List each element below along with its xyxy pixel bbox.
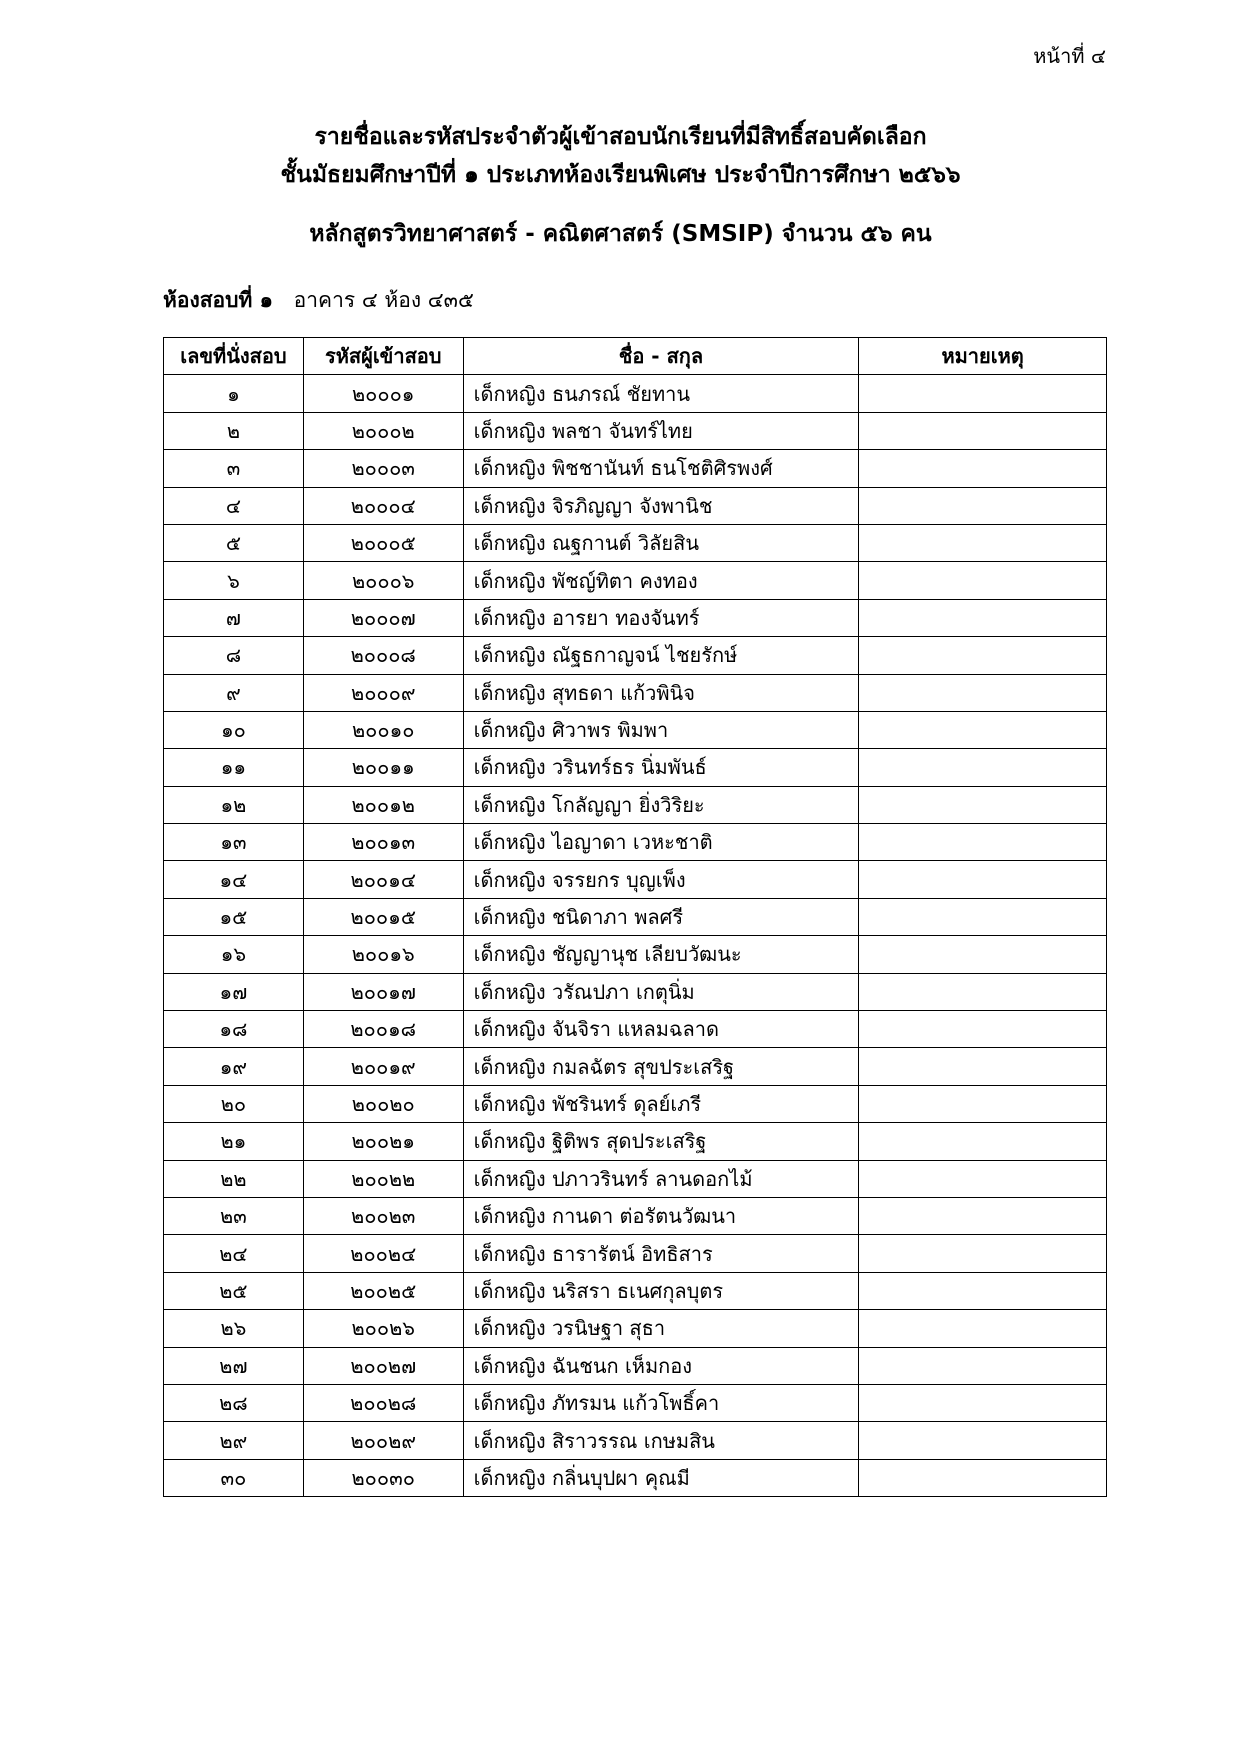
seat-number-cell: ๑๑ <box>164 749 304 786</box>
title-line-2: ชั้นมัธยมศึกษาปีที่ ๑ ประเภทห้องเรียนพิเศษ ประจำปีการศึกษา ๒๕๖๖ <box>280 162 961 188</box>
seat-number-cell: ๗ <box>164 599 304 636</box>
full-name-cell: เด็กหญิง วรนิษฐา สุธา <box>463 1310 859 1347</box>
candidate-code-cell: ๒๐๐๒๓ <box>303 1197 463 1234</box>
seat-number-cell: ๒๐ <box>164 1085 304 1122</box>
table-row <box>164 786 1107 823</box>
full-name-cell: เด็กหญิง ณัฐธกาญจน์ ไชยรักษ์ <box>463 637 859 674</box>
seat-number-cell: ๘ <box>164 637 304 674</box>
full-name-cell: เด็กหญิง ภัทรมน แก้วโพธิ์คา <box>463 1384 859 1421</box>
candidate-code-cell: ๒๐๐๐๗ <box>303 599 463 636</box>
full-name-cell: เด็กหญิง กลิ่นบุปผา คุณมี <box>463 1459 859 1496</box>
title-line-1: รายชื่อและรหัสประจำตัวผู้เข้าสอบนักเรียนที่มีสิทธิ์สอบคัดเลือก <box>314 124 927 150</box>
table-row <box>164 375 1107 412</box>
candidate-code-cell: ๒๐๐๑๒ <box>303 786 463 823</box>
course-heading: หลักสูตรวิทยาศาสตร์ - คณิตศาสตร์ (SMSIP) จำนวน ๕๖ คน <box>309 221 932 247</box>
remarks-cell <box>859 412 1107 449</box>
remarks-cell <box>859 524 1107 561</box>
remarks-cell <box>859 1160 1107 1197</box>
full-name-cell: เด็กหญิง พัชรินทร์ ดุลย์เภรี <box>463 1085 859 1122</box>
table-row <box>164 1347 1107 1384</box>
remarks-cell <box>859 1011 1107 1048</box>
student-roster-table <box>163 337 1107 1497</box>
full-name-cell: เด็กหญิง พลชา จันทร์ไทย <box>463 412 859 449</box>
seat-number-cell: ๑๓ <box>164 824 304 861</box>
remarks-cell <box>859 562 1107 599</box>
header-seat-number: เลขที่นั่งสอบ <box>164 338 304 375</box>
full-name-cell: เด็กหญิง จรรยกร บุญเพ็ง <box>463 861 859 898</box>
remarks-cell <box>859 1197 1107 1234</box>
seat-number-cell: ๑๖ <box>164 936 304 973</box>
seat-number-cell: ๑๒ <box>164 786 304 823</box>
remarks-cell <box>859 824 1107 861</box>
table-row <box>164 861 1107 898</box>
candidate-code-cell: ๒๐๐๑๑ <box>303 749 463 786</box>
full-name-cell: เด็กหญิง พิชชานันท์ ธนโชติศิรพงศ์ <box>463 450 859 487</box>
full-name-cell: เด็กหญิง ฉันชนก เห็มกอง <box>463 1347 859 1384</box>
full-name-cell: เด็กหญิง จิรภิญญา จังพานิช <box>463 487 859 524</box>
full-name-cell: เด็กหญิง กานดา ต่อรัตนวัฒนา <box>463 1197 859 1234</box>
table-row <box>164 562 1107 599</box>
candidate-code-cell: ๒๐๐๑๓ <box>303 824 463 861</box>
table-row <box>164 711 1107 748</box>
seat-number-cell: ๒๑ <box>164 1123 304 1160</box>
remarks-cell <box>859 1048 1107 1085</box>
seat-number-cell: ๒๓ <box>164 1197 304 1234</box>
remarks-cell <box>859 674 1107 711</box>
seat-number-cell: ๒ <box>164 412 304 449</box>
table-row <box>164 936 1107 973</box>
table-row <box>164 1310 1107 1347</box>
full-name-cell: เด็กหญิง ไอญาดา เวหะชาติ <box>463 824 859 861</box>
full-name-cell: เด็กหญิง ชัญญานุช เลียบวัฒนะ <box>463 936 859 973</box>
header-remarks: หมายเหตุ <box>859 338 1107 375</box>
full-name-cell: เด็กหญิง ชนิดาภา พลศรี <box>463 898 859 935</box>
remarks-cell <box>859 487 1107 524</box>
seat-number-cell: ๒๙ <box>164 1422 304 1459</box>
table-row <box>164 1384 1107 1421</box>
seat-number-cell: ๒๔ <box>164 1235 304 1272</box>
candidate-code-cell: ๒๐๐๐๙ <box>303 674 463 711</box>
remarks-cell <box>859 450 1107 487</box>
seat-number-cell: ๔ <box>164 487 304 524</box>
candidate-code-cell: ๒๐๐๑๗ <box>303 973 463 1010</box>
table-row <box>164 1123 1107 1160</box>
table-row <box>164 412 1107 449</box>
full-name-cell: เด็กหญิง วรินทร์ธร นิ่มพันธ์ <box>463 749 859 786</box>
seat-number-cell: ๖ <box>164 562 304 599</box>
seat-number-cell: ๒๕ <box>164 1272 304 1309</box>
table-row <box>164 973 1107 1010</box>
full-name-cell: เด็กหญิง โกลัญญา ยิ่งวิริยะ <box>463 786 859 823</box>
full-name-cell: เด็กหญิง อารยา ทองจันทร์ <box>463 599 859 636</box>
remarks-cell <box>859 1272 1107 1309</box>
remarks-cell <box>859 1085 1107 1122</box>
full-name-cell: เด็กหญิง พัชญ์ทิตา คงทอง <box>463 562 859 599</box>
candidate-code-cell: ๒๐๐๐๑ <box>303 375 463 412</box>
table-row <box>164 1459 1107 1496</box>
remarks-cell <box>859 1123 1107 1160</box>
candidate-code-cell: ๒๐๐๒๑ <box>303 1123 463 1160</box>
full-name-cell: เด็กหญิง วรัณปภา เกตุนิ่ม <box>463 973 859 1010</box>
full-name-cell: เด็กหญิง ศิวาพร พิมพา <box>463 711 859 748</box>
table-row <box>164 898 1107 935</box>
candidate-code-cell: ๒๐๐๐๓ <box>303 450 463 487</box>
page-number: หน้าที่ ๔ <box>1033 44 1106 68</box>
exam-room-location: อาคาร ๔ ห้อง ๔๓๕ <box>293 288 474 312</box>
table-row <box>164 674 1107 711</box>
candidate-code-cell: ๒๐๐๐๒ <box>303 412 463 449</box>
exam-room-line <box>163 284 474 317</box>
seat-number-cell: ๑ <box>164 375 304 412</box>
seat-number-cell: ๑๕ <box>164 898 304 935</box>
table-row <box>164 749 1107 786</box>
full-name-cell: เด็กหญิง ฐิติพร สุดประเสริฐ <box>463 1123 859 1160</box>
remarks-cell <box>859 936 1107 973</box>
table-row <box>164 487 1107 524</box>
seat-number-cell: ๑๙ <box>164 1048 304 1085</box>
remarks-cell <box>859 1422 1107 1459</box>
table-row <box>164 1422 1107 1459</box>
header-full-name: ชื่อ - สกุล <box>463 338 859 375</box>
seat-number-cell: ๑๔ <box>164 861 304 898</box>
candidate-code-cell: ๒๐๐๒๖ <box>303 1310 463 1347</box>
table-row <box>164 1011 1107 1048</box>
header-candidate-code: รหัสผู้เข้าสอบ <box>303 338 463 375</box>
remarks-cell <box>859 1310 1107 1347</box>
full-name-cell: เด็กหญิง ธนภรณ์ ชัยทาน <box>463 375 859 412</box>
seat-number-cell: ๑๗ <box>164 973 304 1010</box>
candidate-code-cell: ๒๐๐๒๔ <box>303 1235 463 1272</box>
exam-room-label: ห้องสอบที่ ๑ <box>163 288 273 312</box>
remarks-cell <box>859 898 1107 935</box>
candidate-code-cell: ๒๐๐๑๖ <box>303 936 463 973</box>
candidate-code-cell: ๒๐๐๒๐ <box>303 1085 463 1122</box>
seat-number-cell: ๓๐ <box>164 1459 304 1496</box>
table-header-row <box>164 338 1107 375</box>
seat-number-cell: ๓ <box>164 450 304 487</box>
candidate-code-cell: ๒๐๐๒๕ <box>303 1272 463 1309</box>
full-name-cell: เด็กหญิง สิราวรรณ เกษมสิน <box>463 1422 859 1459</box>
candidate-code-cell: ๒๐๐๒๘ <box>303 1384 463 1421</box>
remarks-cell <box>859 1459 1107 1496</box>
candidate-code-cell: ๒๐๐๑๕ <box>303 898 463 935</box>
candidate-code-cell: ๒๐๐๒๒ <box>303 1160 463 1197</box>
candidate-code-cell: ๒๐๐๓๐ <box>303 1459 463 1496</box>
candidate-code-cell: ๒๐๐๒๗ <box>303 1347 463 1384</box>
seat-number-cell: ๕ <box>164 524 304 561</box>
remarks-cell <box>859 973 1107 1010</box>
table-row <box>164 637 1107 674</box>
table-row <box>164 450 1107 487</box>
candidate-code-cell: ๒๐๐๑๘ <box>303 1011 463 1048</box>
table-row <box>164 1085 1107 1122</box>
table-row <box>164 524 1107 561</box>
table-row <box>164 1197 1107 1234</box>
full-name-cell: เด็กหญิง จันจิรา แหลมฉลาด <box>463 1011 859 1048</box>
table-row <box>164 1160 1107 1197</box>
document-title <box>0 118 1241 194</box>
roster-body <box>164 375 1107 1497</box>
remarks-cell <box>859 637 1107 674</box>
full-name-cell: เด็กหญิง สุทธดา แก้วพินิจ <box>463 674 859 711</box>
candidate-code-cell: ๒๐๐๑๔ <box>303 861 463 898</box>
seat-number-cell: ๒๗ <box>164 1347 304 1384</box>
table-row <box>164 1272 1107 1309</box>
table-row <box>164 599 1107 636</box>
full-name-cell: เด็กหญิง ณฐกานต์ วิลัยสิน <box>463 524 859 561</box>
candidate-code-cell: ๒๐๐๒๙ <box>303 1422 463 1459</box>
seat-number-cell: ๒๖ <box>164 1310 304 1347</box>
candidate-code-cell: ๒๐๐๑๙ <box>303 1048 463 1085</box>
table-row <box>164 1048 1107 1085</box>
remarks-cell <box>859 861 1107 898</box>
remarks-cell <box>859 599 1107 636</box>
full-name-cell: เด็กหญิง ธารารัตน์ อิทธิสาร <box>463 1235 859 1272</box>
seat-number-cell: ๒๒ <box>164 1160 304 1197</box>
full-name-cell: เด็กหญิง นริสรา ธเนศกุลบุตร <box>463 1272 859 1309</box>
full-name-cell: เด็กหญิง ปภาวรินทร์ ลานดอกไม้ <box>463 1160 859 1197</box>
candidate-code-cell: ๒๐๐๑๐ <box>303 711 463 748</box>
full-name-cell: เด็กหญิง กมลฉัตร สุขประเสริฐ <box>463 1048 859 1085</box>
candidate-code-cell: ๒๐๐๐๖ <box>303 562 463 599</box>
seat-number-cell: ๑๐ <box>164 711 304 748</box>
seat-number-cell: ๒๘ <box>164 1384 304 1421</box>
remarks-cell <box>859 375 1107 412</box>
remarks-cell <box>859 1347 1107 1384</box>
table-row <box>164 1235 1107 1272</box>
remarks-cell <box>859 711 1107 748</box>
candidate-code-cell: ๒๐๐๐๔ <box>303 487 463 524</box>
remarks-cell <box>859 1384 1107 1421</box>
seat-number-cell: ๙ <box>164 674 304 711</box>
candidate-code-cell: ๒๐๐๐๘ <box>303 637 463 674</box>
candidate-code-cell: ๒๐๐๐๕ <box>303 524 463 561</box>
remarks-cell <box>859 1235 1107 1272</box>
table-row <box>164 824 1107 861</box>
seat-number-cell: ๑๘ <box>164 1011 304 1048</box>
remarks-cell <box>859 786 1107 823</box>
remarks-cell <box>859 749 1107 786</box>
